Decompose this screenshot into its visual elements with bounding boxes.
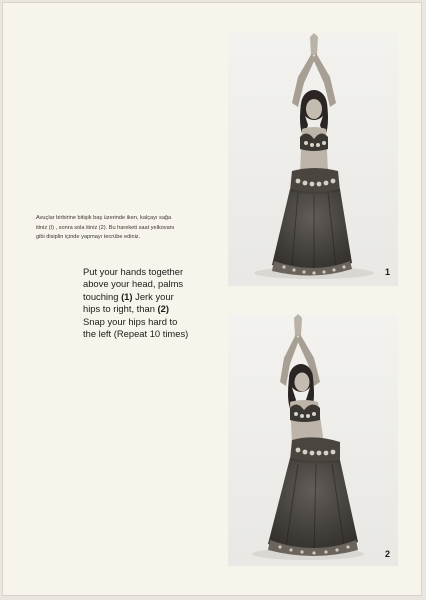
instruction-text: touching — [83, 290, 122, 302]
step-marker: (1) — [121, 290, 133, 302]
photo-number: 1 — [384, 267, 390, 277]
instruction-line: above your head, palms — [83, 278, 184, 290]
dancer-figure-2 — [228, 314, 398, 566]
instruction-line: Snap your hips hard to — [83, 315, 178, 327]
instruction-line — [83, 291, 233, 303]
dancer-figure-1 — [228, 33, 398, 286]
instruction-line — [83, 303, 233, 315]
book-page — [2, 2, 422, 596]
turkish-line: Avuçlar birbirine bitişik baş üzerinde iken, kalçayı sağa — [36, 215, 172, 221]
photo-number: 2 — [384, 549, 390, 559]
instruction-line: Put your hands together — [83, 266, 184, 277]
instruction-line: the left (Repeat 10 times) — [83, 328, 189, 340]
instruction-text: hips to right, than — [83, 303, 158, 315]
dancer-photo-2 — [228, 314, 398, 566]
english-instructions — [83, 266, 233, 340]
step-marker: (2) — [157, 303, 169, 315]
dancer-photo-1 — [228, 33, 398, 286]
turkish-line: itiniz (I) , sonra sola itiniz (2). Bu hareketi saat yelkovanı — [36, 224, 175, 231]
turkish-caption — [36, 214, 226, 243]
turkish-line: gibi disiplin içinde yapmayı tecrübe ediniz. — [36, 234, 141, 241]
instruction-text: Jerk your — [132, 290, 174, 302]
